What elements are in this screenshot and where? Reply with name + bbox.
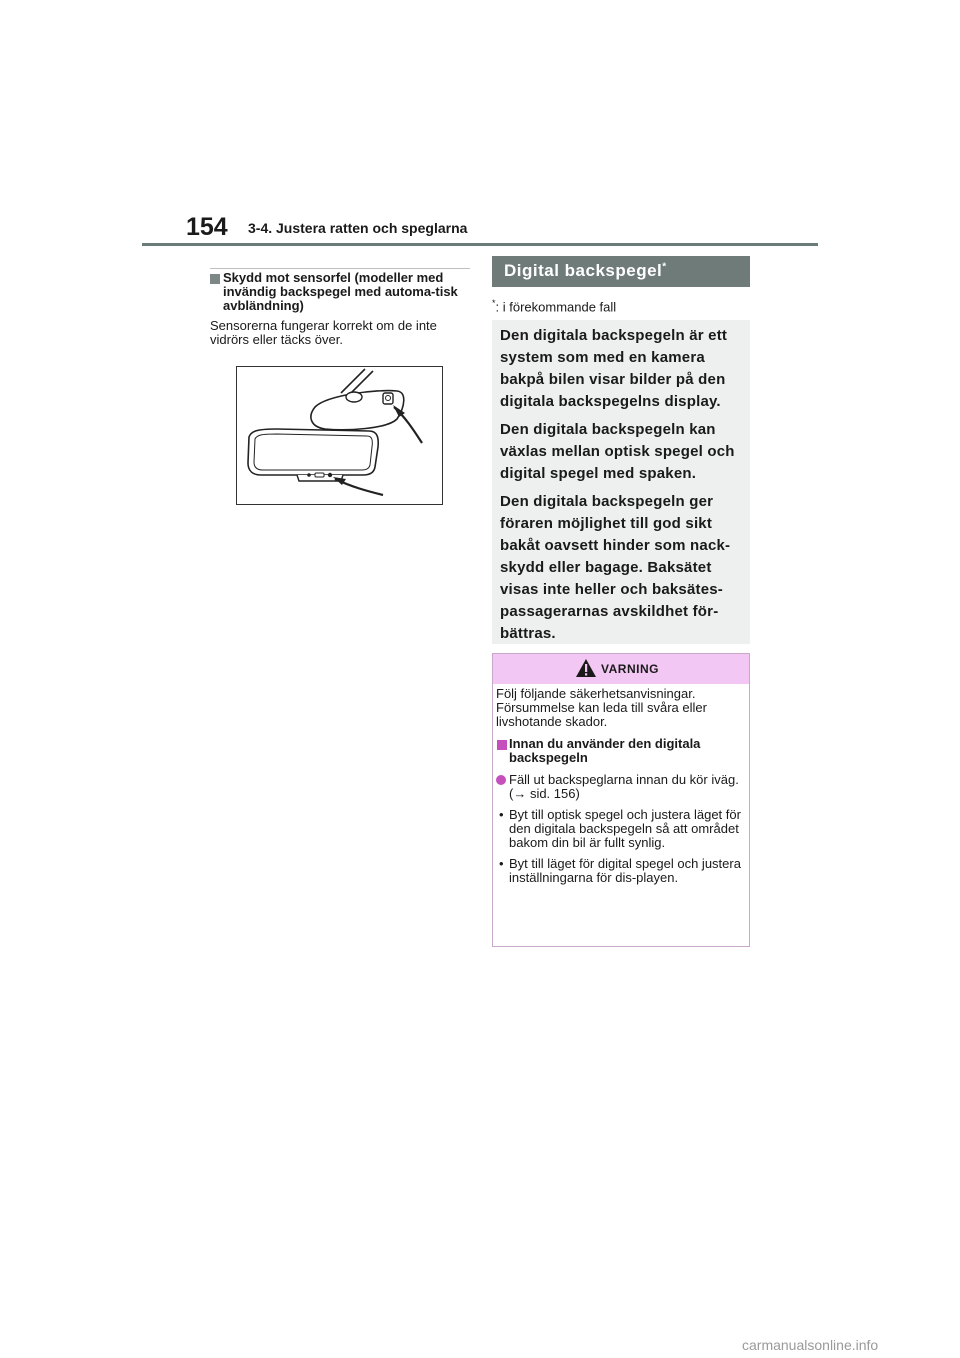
warning-bullet-text: Byt till läget för digital spegel och justera inställningarna för dis-playen.	[509, 856, 741, 885]
mirror-sensor-drawing	[237, 367, 442, 504]
mirror-illustration	[236, 366, 443, 505]
intro-paragraph: Den digitala backspegeln kan växlas mellan optisk spegel och digital spegel med spaken.	[500, 421, 735, 482]
circle-bullet-icon	[496, 775, 506, 785]
footnote-mark: *	[492, 298, 496, 308]
digital-mirror-section-header	[492, 256, 750, 287]
warning-triangle-icon	[575, 658, 597, 678]
digital-mirror-title-text: Digital backspegel	[504, 261, 663, 280]
warning-intro: Följ följande säkerhetsanvisningar. Försummelse kan leda till svåra eller livshotande skador.	[496, 686, 707, 729]
title-footnote-mark: *	[662, 261, 667, 273]
subsection-heading	[210, 271, 470, 313]
square-bullet-icon	[497, 740, 507, 750]
section-title: 3-4. Justera ratten och speglarna	[248, 220, 468, 236]
warning-dot-item	[496, 773, 741, 801]
warning-subheading-text: Innan du använder den digitala backspegeln	[509, 736, 701, 765]
footnote	[492, 298, 616, 314]
square-bullet-icon	[210, 274, 220, 284]
left-column	[210, 268, 470, 347]
watermark: carmanualsonline.info	[742, 1337, 879, 1353]
digital-mirror-title	[504, 261, 667, 281]
subsection-heading-text: Skydd mot sensorfel (modeller med invändig backspegel med automa-tisk avbländning)	[223, 270, 458, 313]
bullet-mark: •	[499, 856, 504, 871]
subsection-rule	[210, 268, 470, 269]
intro-paragraph: Den digitala backspegeln är ett system som med en kamera bakpå bilen visar bilder på den digitala backspegelns display.	[500, 327, 728, 410]
warning-content	[496, 687, 741, 892]
warning-header	[493, 654, 749, 684]
page-number: 154	[186, 213, 228, 241]
warning-dot-item-text: Fäll ut backspeglarna innan du kör iväg. (→ sid. 156)	[509, 772, 739, 801]
footnote-text: : i förekommande fall	[495, 299, 617, 315]
intro-content	[500, 325, 736, 651]
header-rule	[142, 243, 818, 246]
warning-bullet-text: Byt till optisk spegel och justera läget för den digitala backspegeln så att området bakom din bil är fullt synlig.	[509, 807, 741, 850]
warning-label: VARNING	[601, 662, 659, 676]
warning-box	[492, 653, 750, 947]
bullet-mark: •	[499, 807, 504, 822]
intro-paragraph: Den digitala backspegeln ger föraren möjlighet till god sikt bakåt oavsett hinder som nack-skydd eller bagage. Baksätet visas inte heller och baksätes-passagerarnas avskildhet för-bättras.	[500, 493, 731, 642]
subsection-body: Sensorerna fungerar korrekt om de inte vidrörs eller täcks över.	[210, 318, 437, 347]
warning-bullet-item	[496, 857, 741, 885]
warning-subheading	[496, 737, 741, 765]
warning-bullet-item	[496, 808, 741, 850]
intro-box	[492, 320, 750, 644]
